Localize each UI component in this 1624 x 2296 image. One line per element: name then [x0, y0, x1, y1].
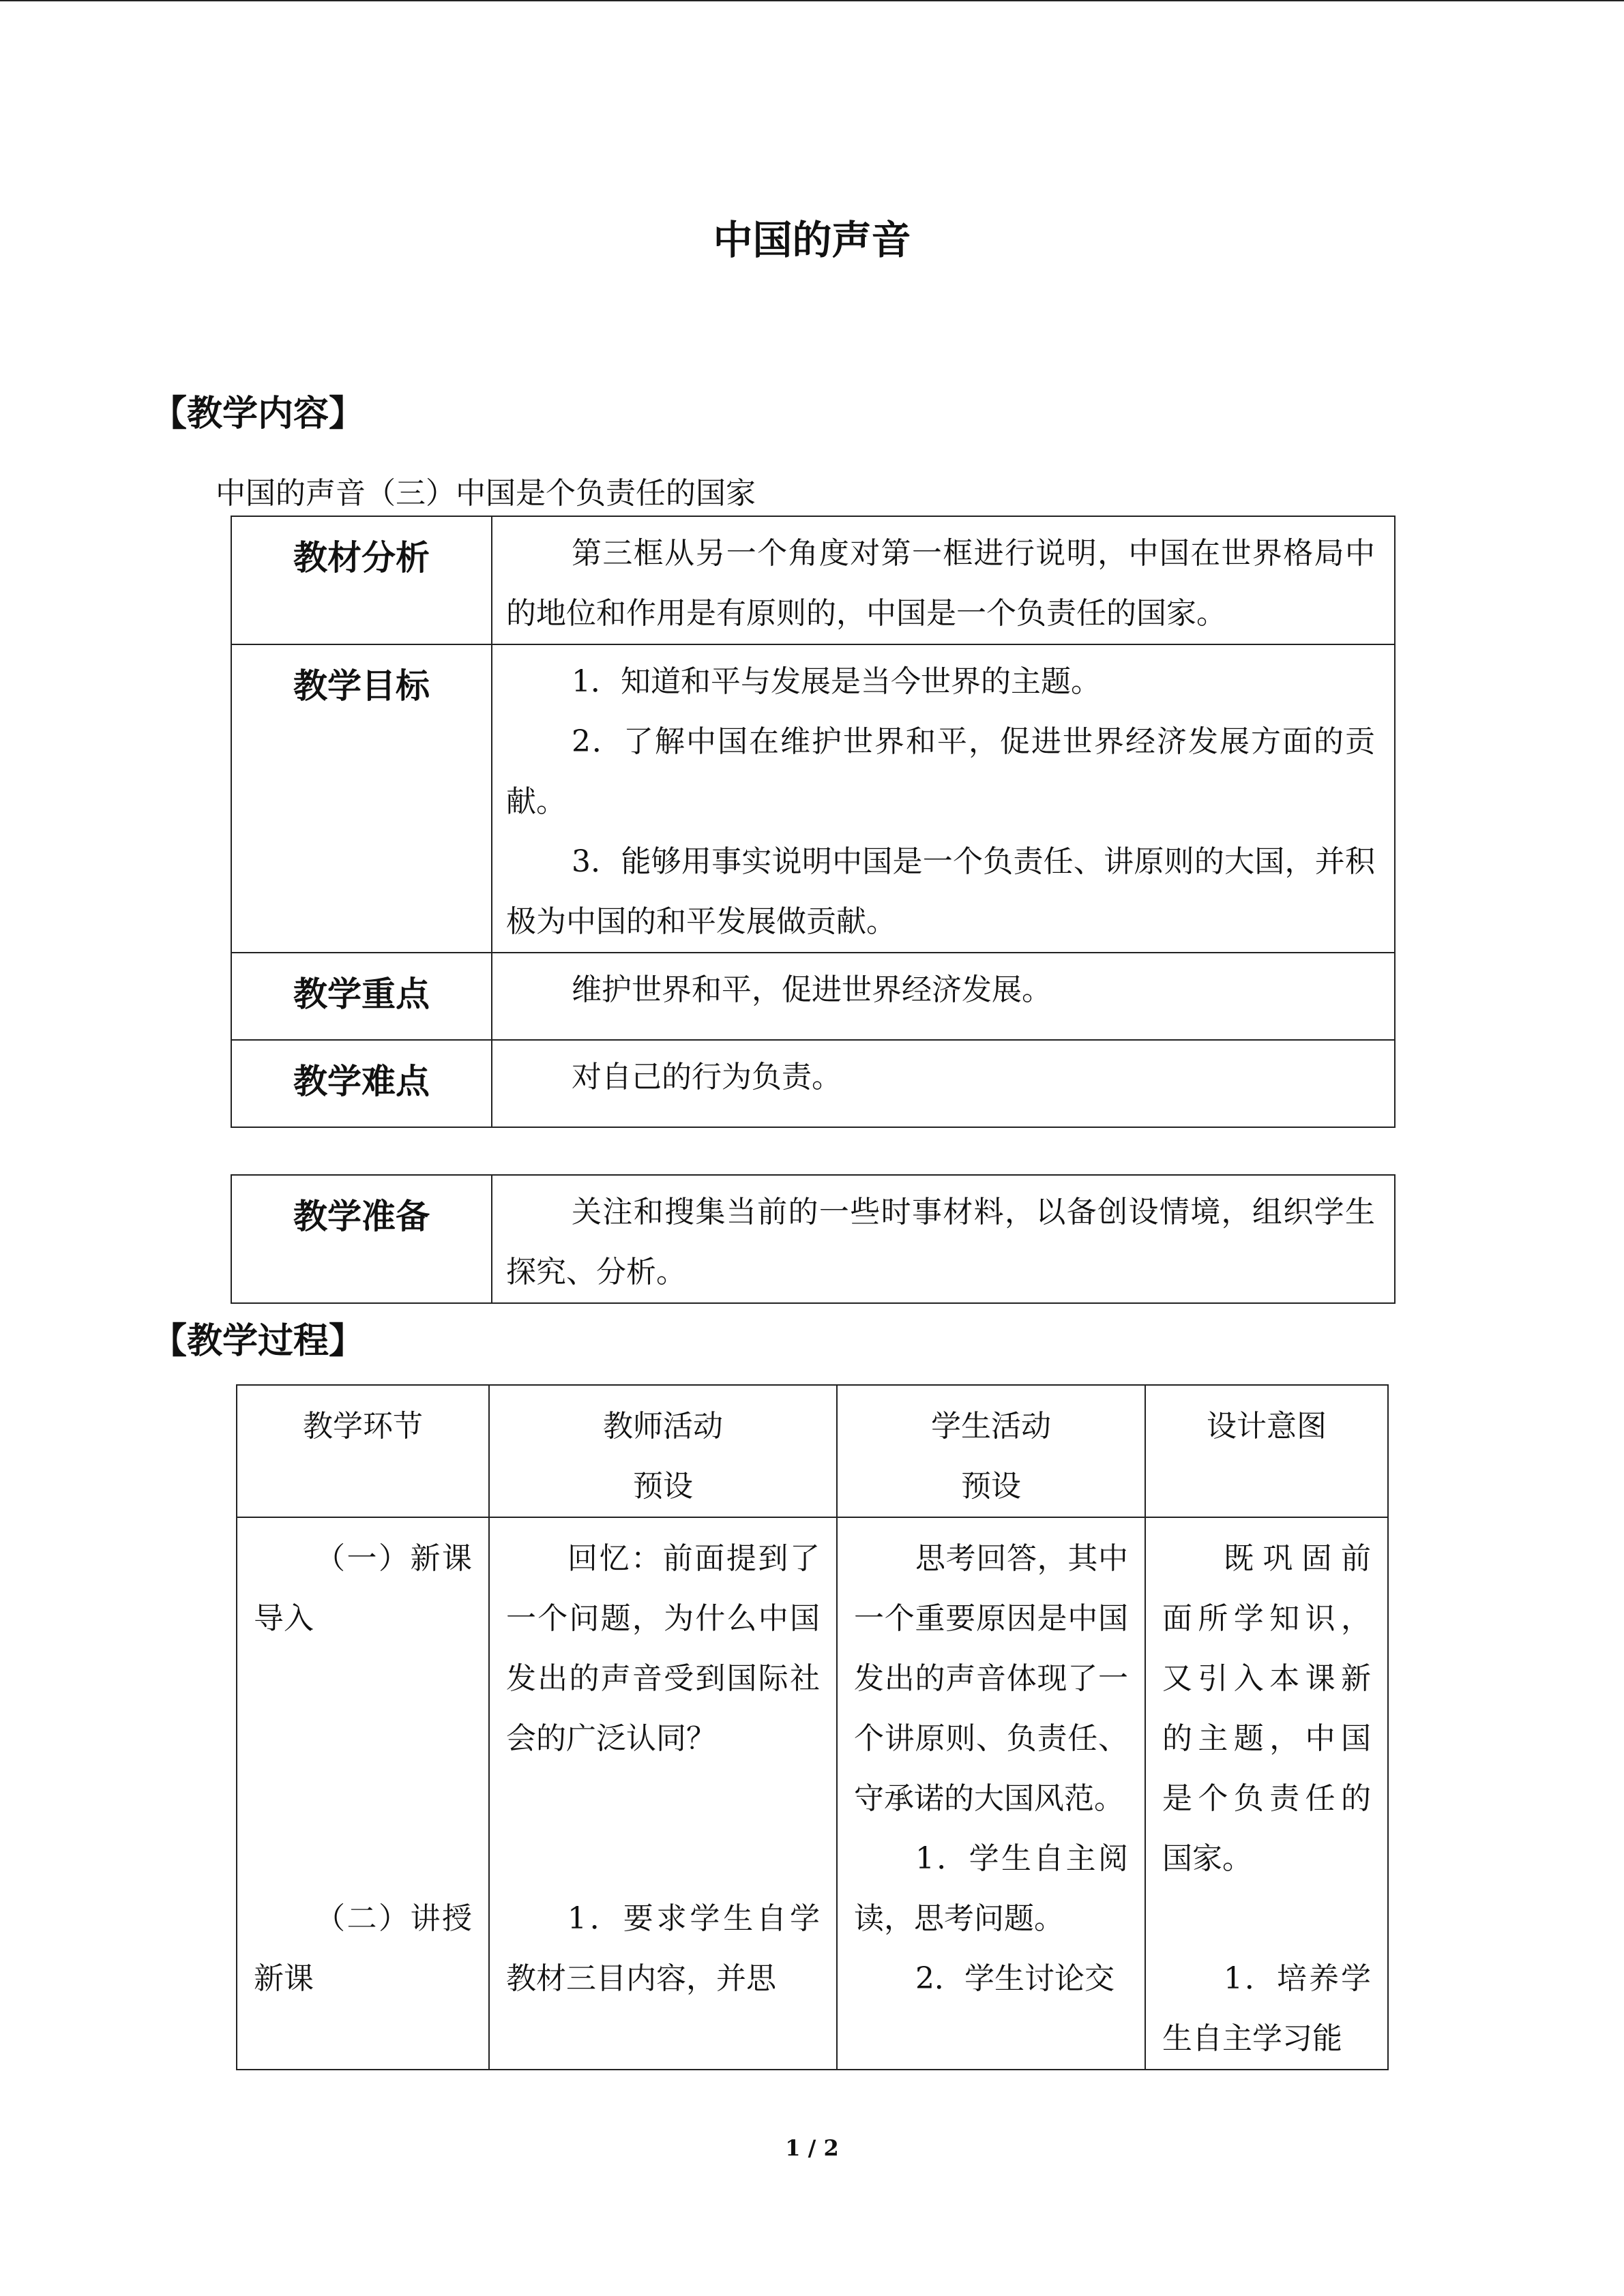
process-header-row [237, 1385, 1388, 1517]
info-row-preparation [231, 1175, 1395, 1303]
header-cell-stage [237, 1385, 489, 1517]
info-paragraph: 1．知道和平与发展是当今世界的主题。 [572, 664, 1101, 699]
spacer [1162, 1889, 1371, 1949]
header-teacher-sub: 预设 [633, 1469, 693, 1504]
header-student-sub: 预设 [961, 1469, 1021, 1504]
student-activity-1: 思考回答，其中一个重要原因是中国发出的声音体现了一个讲原则、负责任、守承诺的大国风范。 [854, 1541, 1128, 1816]
info-label: 教材分析 [231, 516, 492, 644]
info-paragraph: 第三框从另一个角度对第一框进行说明，中国在世界格局中的地位和作用是有原则的，中国是一个负责任的国家。 [506, 536, 1375, 631]
spacer [254, 1649, 472, 1709]
teacher-activity-1: 回忆：前面提到了一个问题，为什么中国发出的声音受到国际社会的广泛认同？ [506, 1541, 820, 1756]
stage-new-lesson: （二）讲授新课 [254, 1901, 472, 1996]
info-value [492, 1175, 1395, 1303]
lesson-subtitle: 中国的声音（三）中国是个负责任的国家 [216, 476, 756, 511]
header-stage-label: 教学环节 [303, 1409, 423, 1444]
header-cell-teacher [489, 1385, 837, 1517]
info-paragraph: 对自己的行为负责。 [572, 1060, 842, 1094]
info-value [492, 953, 1395, 1040]
spacer [254, 1829, 472, 1889]
header-intent-label: 设计意图 [1207, 1409, 1327, 1444]
section-heading-process: 【教学过程】 [151, 1321, 365, 1362]
top-border-line [0, 0, 1624, 1]
info-label: 教学重点 [231, 953, 492, 1040]
info-paragraph: 关注和搜集当前的一些时事材料，以备创设情境，组织学生探究、分析。 [506, 1195, 1375, 1289]
header-student-label: 学生活动 [931, 1409, 1051, 1444]
info-row-key-points [231, 953, 1395, 1040]
teacher-cell [489, 1517, 837, 2070]
info-label: 教学难点 [231, 1040, 492, 1127]
spacer [506, 1829, 820, 1889]
page-title: 中国的声音 [713, 217, 911, 263]
header-cell-student [837, 1385, 1145, 1517]
spacer [254, 1709, 472, 1769]
info-label: 教学目标 [231, 644, 492, 953]
page-number: 1 / 2 [785, 2135, 839, 2161]
info-row-material [231, 516, 1395, 644]
section-heading-content: 【教学内容】 [151, 393, 365, 434]
lesson-info-table [231, 516, 1396, 1128]
info-row-difficulties [231, 1040, 1395, 1127]
intent-2: 1．培养学生自主学习能 [1162, 1961, 1371, 2056]
header-teacher-label: 教师活动 [603, 1409, 723, 1444]
process-body-row [237, 1517, 1388, 2070]
process-table [236, 1384, 1389, 2070]
info-row-goals [231, 644, 1395, 953]
info-paragraph: 维护世界和平，促进世界经济发展。 [572, 972, 1052, 1007]
stage-intro: （一）新课导入 [254, 1541, 472, 1636]
student-cell [837, 1517, 1145, 2070]
info-value [492, 1040, 1395, 1127]
info-label: 教学准备 [231, 1175, 492, 1303]
student-activity-3: 2．学生讨论交 [915, 1961, 1114, 1996]
intent-cell [1145, 1517, 1388, 2070]
stage-cell [237, 1517, 489, 2070]
header-cell-intent [1145, 1385, 1388, 1517]
spacer [254, 1769, 472, 1829]
info-value [492, 644, 1395, 953]
info-value [492, 516, 1395, 644]
student-activity-2: 1．学生自主阅读，思考问题。 [854, 1841, 1128, 1936]
prep-table [231, 1174, 1396, 1304]
teacher-activity-2: 1．要求学生自学教材三目内容，并思 [506, 1901, 820, 1996]
spacer [506, 1769, 820, 1829]
intent-1: 既巩固前面所学知识，又引入本课新的主题，中国是个负责任的国家。 [1162, 1541, 1371, 1876]
info-paragraph: 3．能够用事实说明中国是一个负责任、讲原则的大国，并积极为中国的和平发展做贡献。 [506, 844, 1375, 939]
info-paragraph: 2．了解中国在维护世界和平，促进世界经济发展方面的贡献。 [506, 724, 1375, 819]
